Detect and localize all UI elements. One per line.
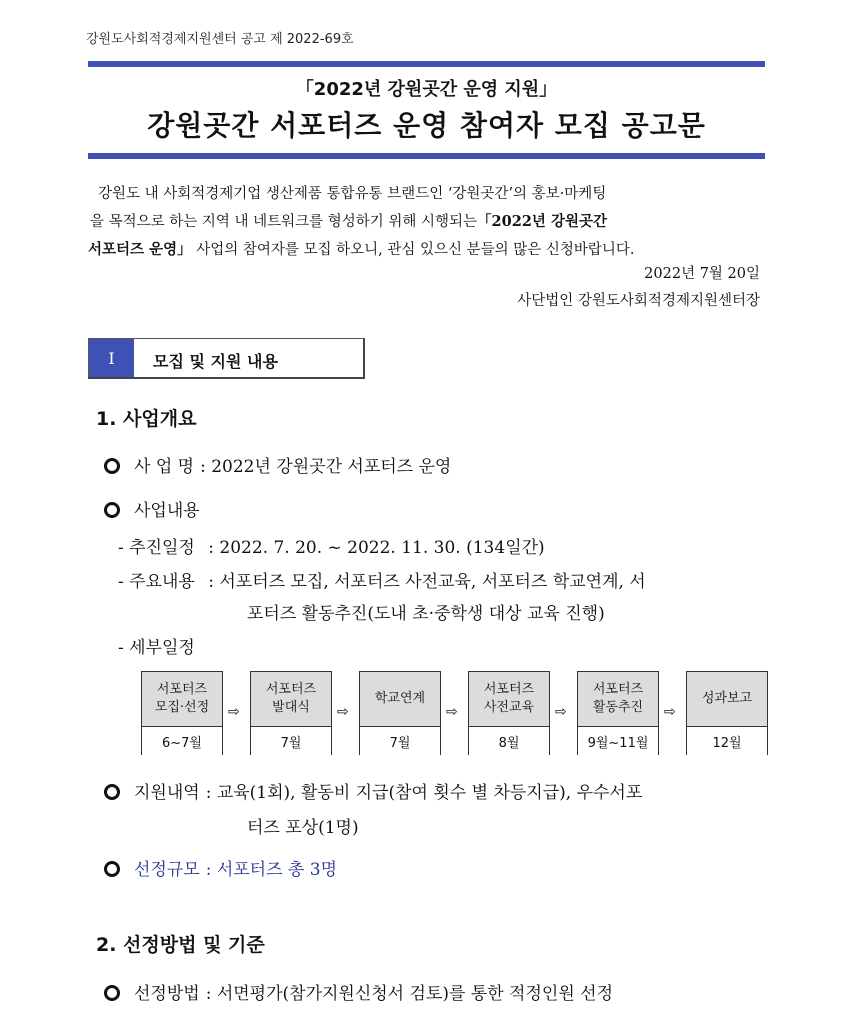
right-arrow-icon: ⇨	[555, 704, 567, 720]
right-arrow-icon: ⇨	[228, 704, 240, 720]
intro-line-2: 을 목적으로 하는 지역 내 네트워크를 형성하기 위해 시행되는	[90, 214, 478, 230]
flow-step-name: 학교연계	[360, 672, 440, 727]
title-bottom-bar	[88, 153, 765, 159]
main-content-value-cont: 포터즈 활동추진(도내 초·중학생 대상 교육 진행)	[247, 604, 605, 624]
flow-step-name: 서포터즈 활동추진	[578, 672, 658, 727]
flow-step-period: 12월	[687, 727, 767, 755]
title-top-bar	[88, 61, 765, 67]
main-content-label: - 주요내용	[118, 572, 195, 592]
selection-heading: 2. 선정방법 및 기준	[96, 934, 265, 956]
intro-program-name-cont: 서포터즈 운영」	[88, 241, 192, 258]
section-number: Ⅰ	[89, 339, 134, 377]
flow-step-name: 성과보고	[687, 672, 767, 727]
intro-paragraph	[88, 181, 760, 264]
selection-scale-value: : 서포터즈 총 3명	[205, 860, 337, 880]
overview-heading: 1. 사업개요	[96, 408, 197, 430]
document-title: 강원곳간 서포터즈 운영 참여자 모집 공고문	[147, 109, 706, 142]
schedule-flowchart	[141, 671, 769, 757]
selection-method-label: 선정방법	[134, 984, 200, 1004]
document-subtitle: 「2022년 강원곳간 운영 지원」	[295, 79, 558, 100]
flow-step-period: 7월	[360, 727, 440, 755]
circle-bullet-icon	[104, 985, 120, 1001]
flow-step-period: 9월~11월	[578, 727, 658, 755]
flow-step-period: 6~7월	[142, 727, 222, 755]
main-content-value: : 서포터즈 모집, 서포터즈 사전교육, 서포터즈 학교연계, 서	[208, 572, 646, 592]
notice-number: 강원도사회적경제지원센터 공고 제 2022-69호	[86, 32, 354, 47]
project-name-value: : 2022년 강원곳간 서포터즈 운영	[200, 457, 452, 477]
circle-bullet-icon	[104, 861, 120, 877]
flow-step	[250, 671, 332, 755]
flow-step	[141, 671, 223, 755]
support-label: 지원내역	[134, 783, 200, 803]
schedule-item	[118, 533, 545, 558]
circle-bullet-icon	[104, 784, 120, 800]
flow-step-name: 서포터즈 모집·선정	[142, 672, 222, 727]
flow-step	[359, 671, 441, 755]
selection-method-item	[104, 979, 613, 1004]
intro-line-1: 강원도 내 사회적경제기업 생산제품 통합유통 브랜드인 ‘강원곳간’의 홍보·마케팅	[98, 186, 607, 202]
flow-step-period: 7월	[251, 727, 331, 755]
flow-step	[468, 671, 550, 755]
section-header	[88, 338, 365, 379]
selection-scale-label: 선정규모	[134, 860, 200, 880]
flow-step-name: 서포터즈 발대식	[251, 672, 331, 727]
main-content-item	[118, 567, 646, 592]
flow-step-name: 서포터즈 사전교육	[469, 672, 549, 727]
right-arrow-icon: ⇨	[446, 704, 458, 720]
right-arrow-icon: ⇨	[337, 704, 349, 720]
support-item	[104, 778, 642, 803]
content-label: 사업내용	[134, 501, 200, 521]
section-title: 모집 및 지원 내용	[153, 352, 278, 371]
flow-step	[577, 671, 659, 755]
support-value-cont: 터즈 포상(1명)	[247, 818, 359, 838]
circle-bullet-icon	[104, 458, 120, 474]
notice-date: 2022년 7월 20일	[644, 266, 760, 282]
flow-step-period: 8월	[469, 727, 549, 755]
right-arrow-icon: ⇨	[664, 704, 676, 720]
flow-step	[686, 671, 768, 755]
detail-schedule-label: - 세부일정	[118, 638, 195, 658]
content-item	[104, 496, 200, 521]
schedule-label: - 추진일정	[118, 538, 195, 558]
circle-bullet-icon	[104, 502, 120, 518]
intro-line-3: 사업의 참여자를 모집 하오니, 관심 있으신 분들의 많은 신청바랍니다.	[191, 242, 635, 258]
issuing-organization: 사단법인 강원도사회적경제지원센터장	[517, 293, 760, 309]
schedule-value: : 2022. 7. 20. ~ 2022. 11. 30. (134일간)	[208, 538, 545, 558]
selection-scale-item	[104, 855, 337, 880]
support-value: : 교육(1회), 활동비 지급(참여 횟수 별 차등지급), 우수서포	[205, 783, 643, 803]
project-name-label: 사 업 명	[134, 457, 195, 477]
selection-method-value: : 서면평가(참가지원신청서 검토)를 통한 적정인원 선정	[205, 984, 613, 1004]
project-name-item	[104, 452, 451, 477]
intro-program-name: 「2022년 강원곳간	[477, 213, 607, 230]
